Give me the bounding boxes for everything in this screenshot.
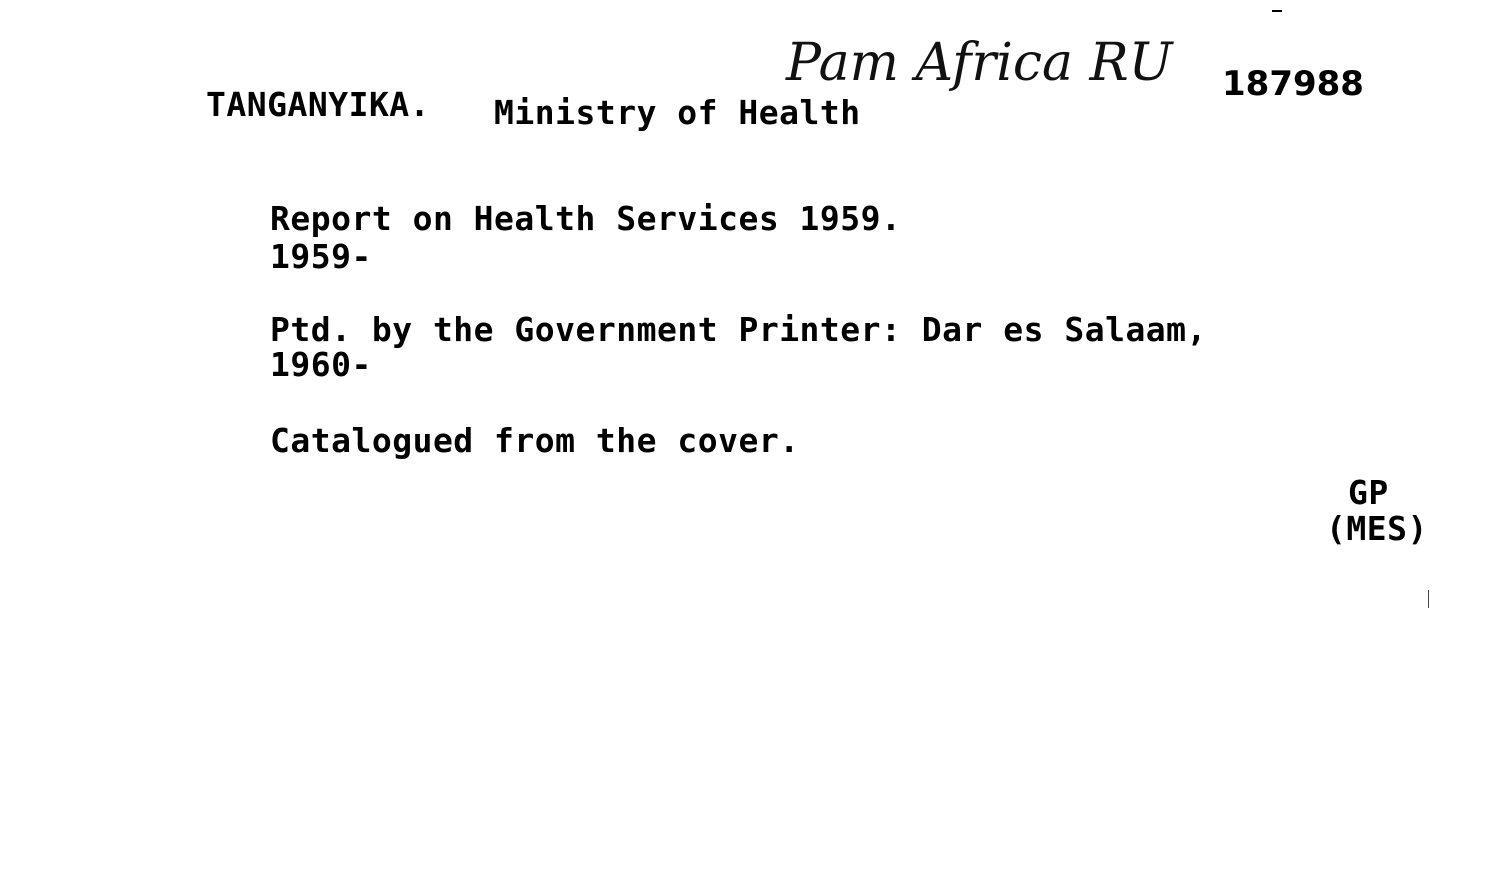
location-code-line-2: (MES)	[1326, 509, 1428, 548]
heading-name: Ministry of Health	[494, 93, 861, 132]
handwritten-note-text: Pam Africa RU	[786, 33, 1173, 93]
imprint-date: 1960-	[270, 345, 372, 384]
heading-entry: TANGANYIKA.	[206, 85, 431, 124]
imprint-statement: Ptd. by the Government Printer: Dar es Salaam,	[270, 310, 1207, 349]
scan-edge-mark	[1428, 590, 1429, 608]
title-date: 1959-	[270, 237, 372, 276]
catalogue-note: Catalogued from the cover.	[270, 421, 800, 460]
location-code-line-1: GP	[1348, 473, 1389, 512]
accession-number: 187988	[1222, 64, 1364, 104]
scan-speck	[1272, 10, 1282, 12]
title-statement: Report on Health Services 1959.	[270, 199, 902, 238]
handwritten-note	[780, 10, 1200, 130]
